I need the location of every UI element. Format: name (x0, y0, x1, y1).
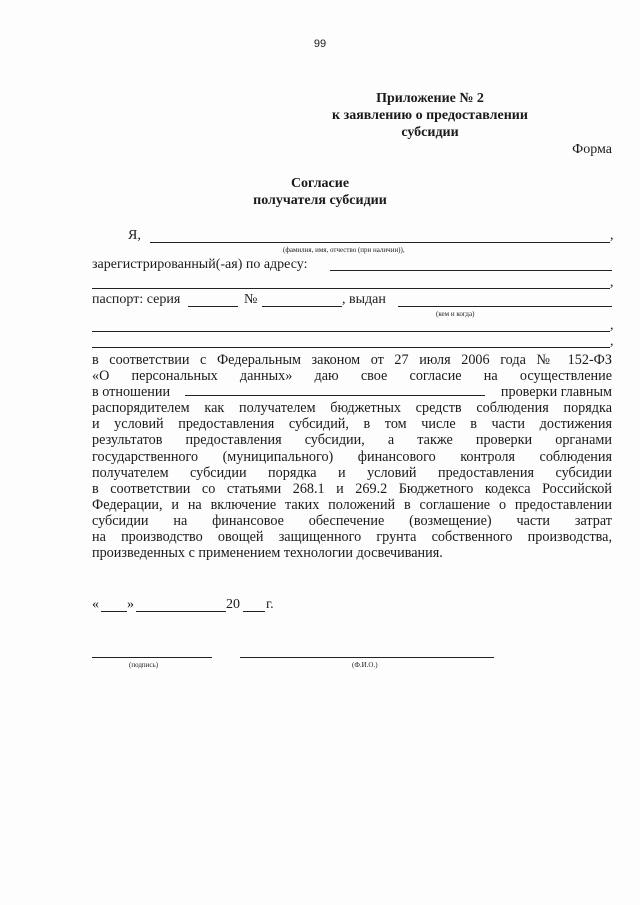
date-close-quote: » (127, 597, 134, 612)
address-comma: , (610, 275, 614, 290)
appendix-header (310, 90, 550, 141)
fio-caption: (фамилия, имя, отчество (при наличии)), (283, 246, 405, 254)
date-open-quote: « (92, 597, 99, 612)
signature-field[interactable] (92, 657, 212, 658)
passport-number-field[interactable] (262, 306, 342, 307)
paragraph-line: и условий предоставления субсидий, в том числе в части достижения (92, 416, 612, 433)
document-title-line-1: Согласие (290, 176, 350, 191)
fio-comma: , (610, 228, 614, 243)
paragraph-line: субсидии на финансовое обеспечение (возмещение) части затрат (92, 512, 612, 529)
issued-by-field[interactable] (398, 306, 612, 307)
verification-label: проверки главным (500, 384, 612, 401)
address-field-2[interactable] (92, 288, 610, 289)
paragraph-line: в соответствии с Федеральным законом от 27 июля 2006 года № 152-ФЗ (92, 352, 612, 368)
paragraph-line: в соответствии со статьями 268.1 и 269.2 Бюджетного кодекса Российской (92, 480, 612, 497)
issued-by-field-2[interactable] (92, 331, 610, 332)
recipient-name-field[interactable] (185, 384, 485, 396)
issued-by-field-3[interactable] (92, 347, 610, 348)
appendix-line-3: субсидии (401, 125, 459, 140)
appendix-line-2: к заявлению о предоставлении (332, 108, 528, 123)
appendix-line-1: Приложение № 2 (376, 91, 484, 106)
paragraph-line: «О персональных данных» даю свое согласие на осуществление (92, 368, 612, 385)
paragraph-line: результатов предоставления субсидии, а также проверки органами (92, 432, 612, 449)
passport-label: паспорт: серия (92, 292, 181, 307)
date-month-field[interactable] (136, 611, 226, 612)
paragraph-line: получателем субсидии порядка и условий предоставления субсидии (92, 464, 612, 481)
fio-field[interactable] (150, 242, 610, 243)
issued-comma-1: , (610, 318, 614, 333)
consent-paragraph (92, 352, 612, 561)
in-relation-label: в отношении (92, 384, 171, 401)
signer-name-field[interactable] (240, 657, 494, 658)
issued-label: , выдан (342, 292, 386, 307)
page-number: 99 (313, 38, 327, 50)
paragraph-line: произведенных с применением технологии досвечивания. (92, 545, 443, 562)
paragraph-line: на производство овощей защищенного грунта собственного производства, (92, 529, 612, 546)
issued-caption: (кем и когда) (436, 310, 475, 318)
issued-comma-2: , (610, 334, 614, 349)
form-label: Форма (572, 142, 612, 157)
document-title-line-2: получателя субсидии (253, 193, 387, 208)
registered-label: зарегистрированный(-ая) по адресу: (92, 257, 308, 272)
date-year-field[interactable] (243, 611, 265, 612)
i-label: Я, (128, 228, 141, 243)
passport-number-label: № (244, 292, 258, 307)
date-day-field[interactable] (101, 611, 127, 612)
paragraph-line: распорядителем как получателем бюджетных средств соблюдения порядка (92, 400, 612, 417)
paragraph-line (92, 384, 612, 400)
date-year-suffix: г. (266, 597, 274, 612)
paragraph-line: Федерации, и на включение таких положений в соглашение о предоставлении (92, 496, 612, 513)
address-field-1[interactable] (330, 270, 612, 271)
paragraph-line: государственного (муниципального) финансового контроля соблюдения (92, 448, 612, 465)
signer-name-caption: (Ф.И.О.) (352, 661, 378, 669)
date-year-prefix: 20 (226, 597, 240, 612)
signature-caption: (подпись) (129, 661, 159, 669)
passport-series-field[interactable] (188, 306, 238, 307)
